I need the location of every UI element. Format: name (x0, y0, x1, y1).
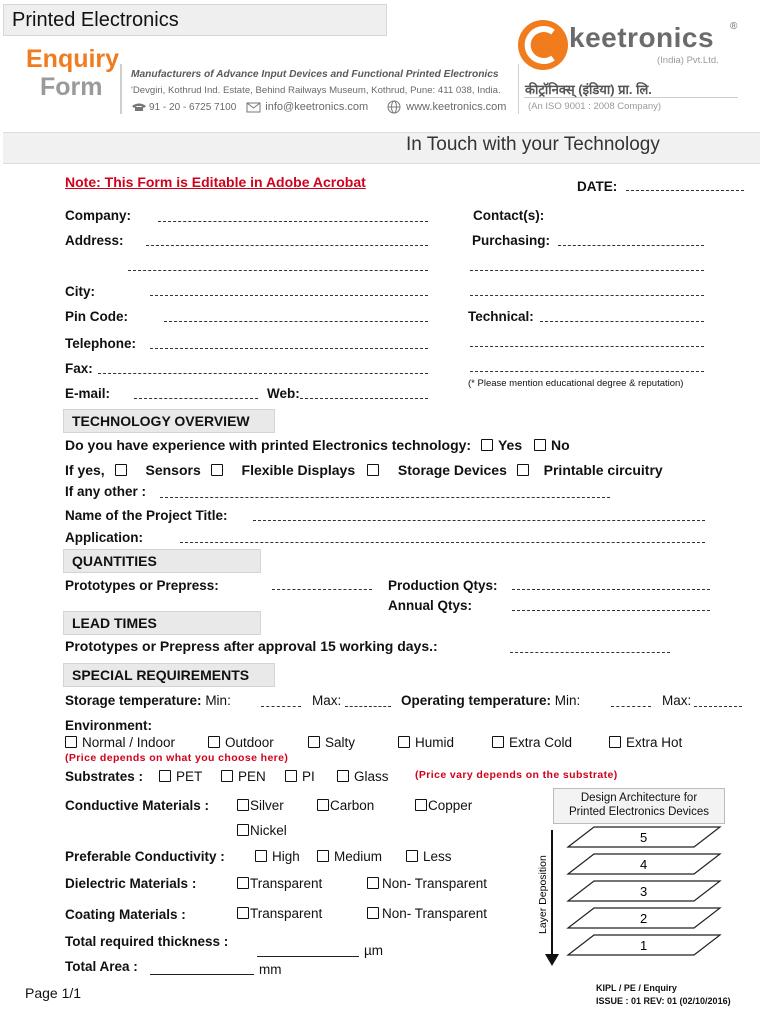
production-qtys-input[interactable] (512, 589, 710, 590)
coating-transparent-checkbox[interactable] (237, 907, 249, 919)
technical-note: (* Please mention educational degree & reputation) (468, 378, 684, 389)
layer-plate-2 (568, 908, 720, 928)
substrate-pet-checkbox[interactable] (159, 770, 171, 782)
env-normal-label: Normal / Indoor (82, 735, 176, 750)
operating-min-label: Min: (554, 693, 581, 708)
storage-temp-label: Storage temperature: (65, 693, 202, 708)
company-address: 'Devgiri, Kothrud Ind. Estate, Behind Railways Museum, Kothrud, Pune: 411 038, India. (131, 85, 501, 96)
brand-hindi: कीट्रॉनिक्स् (इंडिया) प्रा. लि. (525, 82, 652, 97)
flexible-displays-checkbox[interactable] (211, 464, 223, 476)
operating-temp-label: Operating temperature: (401, 693, 552, 708)
printable-circuitry-label: Printable circuitry (543, 462, 663, 478)
layer-plate-1 (568, 935, 720, 955)
silver-checkbox[interactable] (237, 799, 249, 811)
email-input[interactable] (134, 398, 258, 399)
application-label: Application: (65, 530, 143, 545)
coating-non-transparent-label: Non- Transparent (382, 906, 488, 921)
nickel-option (237, 823, 287, 838)
medium-label: Medium (334, 849, 383, 864)
purchasing-input-2[interactable] (470, 270, 704, 271)
nickel-label: Nickel (250, 823, 287, 838)
environment-label: Environment: (65, 718, 153, 733)
email-label: E-mail: (65, 386, 111, 401)
sensors-label: Sensors (145, 462, 201, 478)
contacts-label: Contact(s): (473, 208, 545, 223)
quantities-heading: QUANTITIES (63, 549, 261, 573)
env-outdoor-checkbox[interactable] (208, 736, 220, 748)
coating-transparent-label: Transparent (250, 906, 323, 921)
medium-checkbox[interactable] (317, 850, 329, 862)
telephone-label: Telephone: (65, 336, 137, 351)
project-title-input[interactable] (253, 520, 705, 521)
date-input[interactable] (626, 190, 744, 191)
yes-checkbox[interactable] (481, 439, 493, 451)
application-input[interactable] (180, 542, 705, 543)
flexible-displays-label: Flexible Displays (241, 462, 356, 478)
dielectric-transparent-checkbox[interactable] (237, 877, 249, 889)
address-label: Address: (65, 233, 124, 248)
layer-plate-label: 1 (640, 938, 648, 953)
copper-checkbox[interactable] (415, 799, 427, 811)
technical-input-2[interactable] (470, 346, 704, 347)
prototypes-label: Prototypes or Prepress: (65, 578, 219, 593)
coating-row (65, 906, 525, 924)
annual-qtys-input[interactable] (512, 610, 710, 611)
company-label: Company: (65, 208, 132, 223)
substrate-pet-label: PET (176, 769, 203, 784)
operating-min-input[interactable] (611, 706, 651, 707)
header-divider (120, 64, 122, 114)
fax-input[interactable] (98, 373, 428, 374)
env-extra-hot-checkbox[interactable] (609, 736, 621, 748)
storage-devices-label: Storage Devices (397, 462, 507, 478)
storage-temp-row (65, 693, 231, 708)
env-salty-label: Salty (325, 735, 356, 750)
company-tagline: Manufacturers of Advance Input Devices and Functional Printed Electronics (131, 69, 499, 80)
preferable-label: Preferable Conductivity : (65, 849, 225, 864)
env-extra-cold-label: Extra Cold (509, 735, 573, 750)
editable-note: Note: This Form is Editable in Adobe Acrobat (65, 174, 366, 190)
technical-input-3[interactable] (470, 371, 704, 372)
conductive-row (65, 798, 505, 816)
no-label: No (551, 437, 570, 453)
env-normal-checkbox[interactable] (65, 736, 77, 748)
technical-input[interactable] (540, 321, 704, 322)
enquiry-word: Enquiry (26, 45, 120, 73)
thickness-label: Total required thickness : (65, 934, 229, 949)
operating-temp-row (401, 693, 580, 708)
logo-mark-icon (517, 19, 569, 71)
price-note-substrate: (Price vary depends on the substrate) (415, 769, 618, 781)
coating-label: Coating Materials : (65, 907, 186, 922)
date-label: DATE: (577, 179, 618, 194)
copper-label: Copper (428, 798, 473, 813)
brand-registered: ® (730, 21, 738, 32)
carbon-label: Carbon (330, 798, 375, 813)
total-area-unit: mm (259, 962, 282, 977)
city-input[interactable] (150, 295, 428, 296)
operating-max-label: Max: (662, 693, 692, 708)
substrate-pen-checkbox[interactable] (221, 770, 233, 782)
yes-label: Yes (497, 437, 523, 453)
layer-plate-5 (568, 827, 720, 847)
env-extra-cold-checkbox[interactable] (492, 736, 504, 748)
lead-times-input[interactable] (510, 652, 670, 653)
keetronics-logo (517, 15, 747, 75)
no-checkbox[interactable] (534, 439, 546, 451)
footer-issue: ISSUE : 01 REV: 01 (02/10/2016) (596, 996, 731, 1006)
layer-plate-label: 4 (640, 857, 648, 872)
brand-name: keetronics (569, 22, 715, 53)
email-link[interactable]: info@keetronics.com (265, 101, 369, 113)
if-yes-label: If yes, (65, 462, 105, 478)
purchasing-input-3[interactable] (470, 295, 704, 296)
special-requirements-heading: SPECIAL REQUIREMENTS (63, 663, 275, 687)
if-other-label: If any other : (65, 484, 147, 499)
storage-min-input[interactable] (261, 706, 301, 707)
address-input-1[interactable] (146, 245, 428, 246)
globe-icon (386, 100, 402, 114)
city-label: City: (65, 284, 95, 299)
coating-non-transparent-checkbox[interactable] (367, 907, 379, 919)
substrate-pi-checkbox[interactable] (285, 770, 297, 782)
iso-text: (An ISO 9001 : 2008 Company) (528, 101, 662, 112)
pin-input[interactable] (164, 321, 428, 322)
lead-times-text: Prototypes or Prepress after approval 15 working days.: (65, 638, 438, 654)
substrate-pi-label: PI (302, 769, 315, 784)
printable-circuitry-checkbox[interactable] (517, 464, 529, 476)
dielectric-non-transparent-checkbox[interactable] (367, 877, 379, 889)
dielectric-label: Dielectric Materials : (65, 876, 197, 891)
technical-label: Technical: (468, 309, 534, 324)
high-label: High (272, 849, 300, 864)
storage-devices-checkbox[interactable] (367, 464, 379, 476)
experience-row (65, 437, 570, 453)
purchasing-label: Purchasing: (472, 233, 551, 248)
conductive-label: Conductive Materials : (65, 798, 210, 813)
high-checkbox[interactable] (255, 850, 267, 862)
purchasing-input[interactable] (558, 245, 704, 246)
form-word: Form (40, 73, 103, 101)
pin-label: Pin Code: (65, 309, 128, 324)
layer-plates (556, 822, 736, 972)
website-link[interactable]: www.keetronics.com (406, 101, 507, 113)
dielectric-transparent-label: Transparent (250, 876, 323, 891)
silver-label: Silver (250, 798, 284, 813)
telephone-icon (131, 102, 147, 112)
production-qtys-label: Production Qtys: (388, 578, 498, 593)
operating-max-input[interactable] (694, 706, 742, 707)
nickel-checkbox[interactable] (237, 824, 249, 836)
brand-subtitle: (India) Pvt.Ltd. (657, 55, 719, 66)
technology-overview-heading: TECHNOLOGY OVERVIEW (63, 409, 275, 433)
environment-options (65, 735, 755, 753)
storage-min-label: Min: (205, 693, 231, 708)
preferable-row (65, 849, 505, 867)
substrate-glass-checkbox[interactable] (337, 770, 349, 782)
dielectric-row (65, 876, 525, 894)
substrate-pen-label: PEN (238, 769, 266, 784)
sensors-checkbox[interactable] (115, 464, 127, 476)
if-other-input[interactable] (160, 497, 610, 498)
diagram-title-line1: Design Architecture for (580, 792, 698, 804)
env-extra-hot-label: Extra Hot (626, 735, 683, 750)
annual-qtys-label: Annual Qtys: (388, 598, 473, 613)
substrate-glass-label: Glass (354, 769, 389, 784)
diagram-title-line2: Printed Electronics Devices (569, 806, 709, 818)
carbon-checkbox[interactable] (317, 799, 329, 811)
storage-max-input[interactable] (345, 706, 391, 707)
contact-row (131, 100, 506, 114)
layer-plate-label: 2 (640, 911, 648, 926)
page-number: Page 1/1 (25, 985, 82, 1001)
price-note-environment: (Price depends on what you choose here) (65, 752, 289, 764)
layer-plate-label: 5 (640, 830, 648, 845)
total-area-input[interactable] (150, 974, 254, 975)
less-label: Less (423, 849, 452, 864)
experience-question: Do you have experience with printed Electronics technology: (65, 437, 472, 453)
if-yes-row (65, 462, 663, 478)
telephone-input[interactable] (150, 348, 428, 349)
total-area-label: Total Area : (65, 959, 138, 974)
dielectric-non-transparent-label: Non- Transparent (382, 876, 488, 891)
env-outdoor-label: Outdoor (225, 735, 274, 750)
web-input[interactable] (300, 398, 428, 399)
env-salty-checkbox[interactable] (308, 736, 320, 748)
layer-plate-4 (568, 854, 720, 874)
web-label: Web: (267, 386, 300, 401)
diagram-title-box (553, 788, 725, 824)
lead-times-heading: LEAD TIMES (63, 611, 261, 635)
thickness-input[interactable] (257, 956, 359, 957)
footer-code: KIPL / PE / Enquiry (596, 983, 677, 993)
env-humid-label: Humid (415, 735, 455, 750)
thickness-unit: µm (364, 943, 384, 958)
prototypes-input[interactable] (272, 589, 372, 590)
storage-max-label: Max: (312, 693, 342, 708)
less-checkbox[interactable] (406, 850, 418, 862)
substrates-label: Substrates : (65, 769, 144, 784)
slogan: In Touch with your Technology (406, 134, 660, 155)
iso-line (524, 97, 738, 98)
fax-label: Fax: (65, 361, 93, 376)
layer-plate-label: 3 (640, 884, 648, 899)
address-input-2[interactable] (128, 270, 428, 271)
project-title-label: Name of the Project Title: (65, 508, 228, 523)
layer-stack (556, 822, 736, 972)
layer-plate-3 (568, 881, 720, 901)
email-icon (246, 101, 262, 113)
env-humid-checkbox[interactable] (398, 736, 410, 748)
document-title: Printed Electronics (3, 4, 387, 36)
phone-number: 91 - 20 - 6725 7100 (149, 101, 237, 113)
layer-axis-label: Layer Deposition (537, 855, 549, 934)
company-input[interactable] (158, 221, 428, 222)
